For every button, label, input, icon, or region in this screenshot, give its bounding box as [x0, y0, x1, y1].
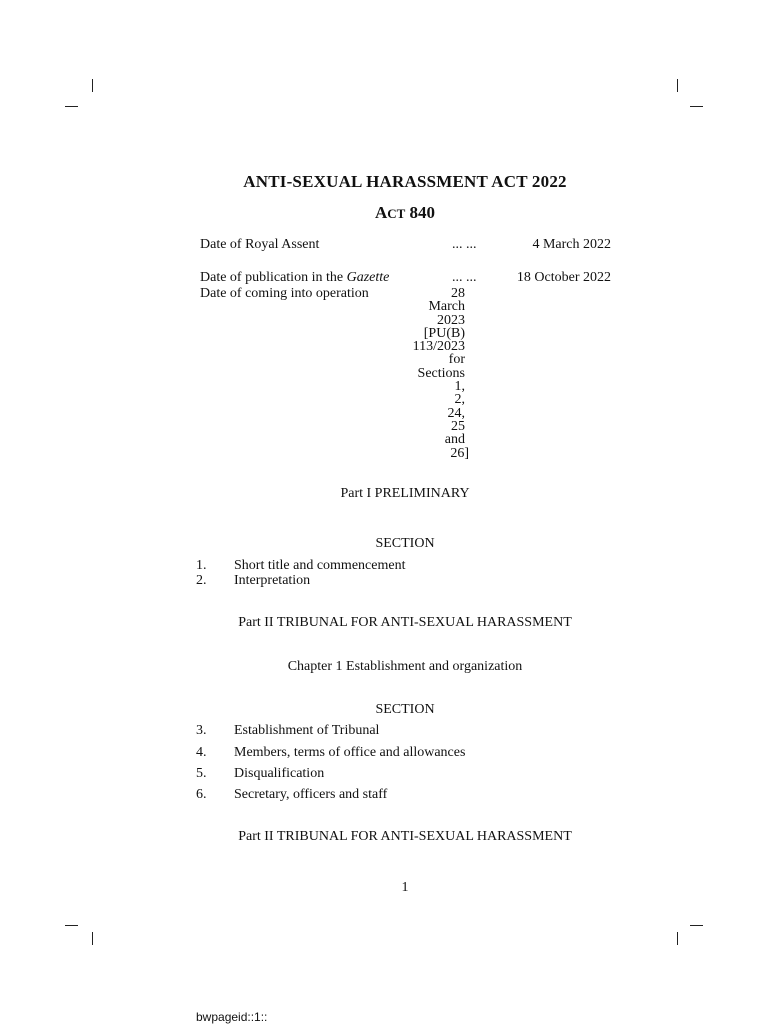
crop-mark-bottom-right-h — [690, 925, 703, 926]
operation-line: 2023 — [437, 312, 465, 328]
part2-heading-repeat: Part II TRIBUNAL FOR ANTI-SEXUAL HARASSMENT — [238, 829, 572, 844]
act-prefix-small: CT — [387, 206, 406, 221]
operation-line: 25 — [451, 418, 465, 434]
operation-line: 28 — [451, 286, 465, 301]
operation-line: Sections — [417, 365, 465, 381]
operation-line: 113/2023 — [412, 339, 465, 355]
section-title: Interpretation — [234, 573, 311, 588]
crop-mark-top-left-v — [92, 79, 93, 92]
part1-section-label: SECTION — [375, 536, 435, 551]
page-number: 1 — [401, 880, 409, 895]
publication-date: 18 October 2022 — [516, 270, 611, 285]
section-number: 1. — [196, 558, 207, 573]
operation-line: and — [444, 432, 465, 448]
chapter-heading: Chapter 1 Establishment and organization — [287, 659, 523, 674]
section-number: 4. — [196, 745, 207, 760]
section-title: Secretary, officers and staff — [234, 787, 388, 802]
part2-heading: Part II TRIBUNAL FOR ANTI-SEXUAL HARASSMENT — [238, 615, 572, 630]
publication-label — [200, 270, 389, 286]
act-prefix-large: A — [374, 203, 388, 222]
royal-assent-label: Date of Royal Assent — [200, 237, 320, 252]
operation-line: March — [428, 299, 465, 315]
crop-mark-top-left-h — [65, 106, 78, 107]
royal-assent-dots: ... ... — [452, 237, 477, 252]
crop-mark-top-right-v — [677, 79, 678, 92]
section-title: Establishment of Tribunal — [234, 723, 380, 738]
section-number: 5. — [196, 766, 207, 781]
act-number-value: 840 — [409, 203, 436, 222]
act-number — [0, 203, 768, 223]
section-number: 2. — [196, 573, 207, 588]
crop-mark-bottom-right-v — [677, 932, 678, 945]
crop-mark-bottom-left-h — [65, 925, 78, 926]
operation-line: [PU(B) — [423, 325, 465, 341]
operation-line: 26] — [450, 445, 469, 461]
section-number: 6. — [196, 787, 207, 802]
document-title: ANTI-SEXUAL HARASSMENT ACT 2022 — [243, 172, 567, 191]
section-number: 3. — [196, 723, 207, 738]
publication-dots: ... ... — [452, 270, 477, 285]
publication-label-text: Date of publication in the — [200, 270, 347, 285]
crop-mark-top-right-h — [690, 106, 703, 107]
operation-line: 2, — [454, 392, 465, 408]
page-id-footer: bwpageid::1:: — [196, 1010, 268, 1024]
section-title: Short title and commencement — [234, 558, 406, 573]
part2-section-label: SECTION — [375, 702, 435, 717]
operation-label: Date of coming into operation — [200, 286, 369, 301]
operation-line: for — [448, 352, 465, 368]
royal-assent-date: 4 March 2022 — [532, 237, 611, 252]
operation-date — [380, 286, 469, 461]
operation-line: 1, — [454, 379, 465, 395]
crop-mark-bottom-left-v — [92, 932, 93, 945]
gazette-italic: Gazette — [346, 270, 390, 285]
operation-line: 24, — [447, 405, 465, 421]
section-title: Members, terms of office and allowances — [234, 745, 466, 760]
part1-heading: Part I PRELIMINARY — [340, 486, 470, 501]
section-title: Disqualification — [234, 766, 325, 781]
